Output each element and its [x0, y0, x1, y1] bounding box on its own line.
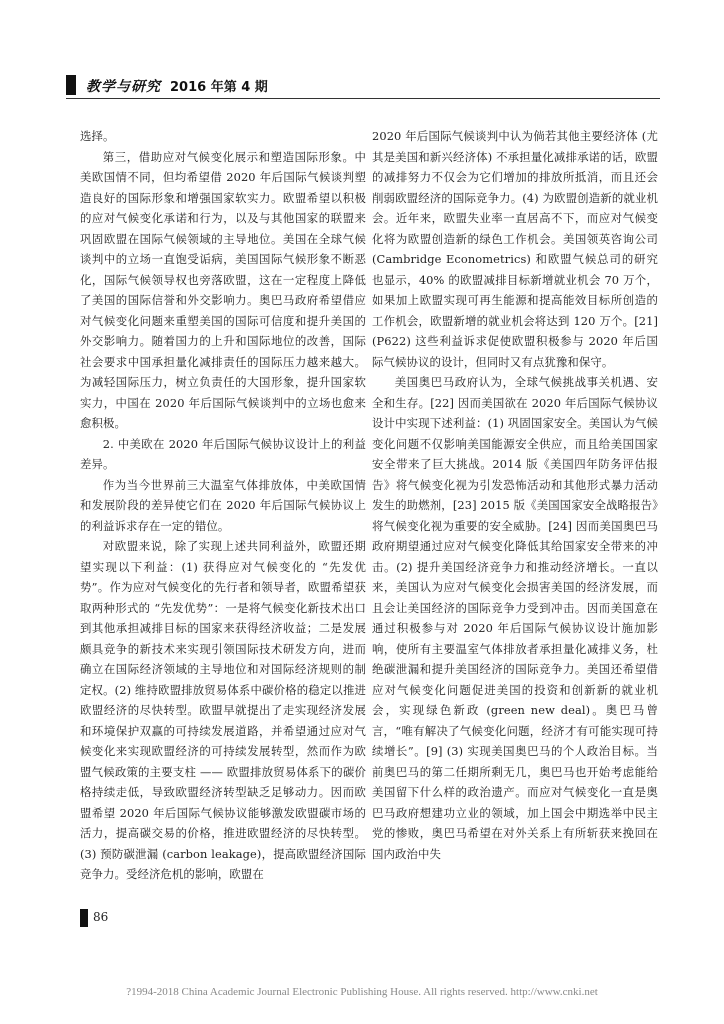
paragraph: 对欧盟来说，除了实现上述共同利益外，欧盟还期望实现以下利益：(1) 获得应对气候变化的 “先发优势”。作为应对气候变化的先行者和领导者，欧盟希望获取两种形式的 “先发优势”：一是将气候变化新技术出口到其他承担减排目标的国家来获得经济收益；二是发展颇具竞争的新技术来实现引领国际技术研发方向，进而确立在国际经济领域的主导地位和对国际经济规则的制定权。(2) 维持欧盟排放贸易体系中碳价格的稳定以推进欧盟经济的尽快转型。欧盟早就提出了走实现经济发展和环境保护双赢的可持续发展道路，并希望通过应对气候变化来实现欧盟经济的可持续发展转型，然而作为欧盟气候政策的主要支柱 —— 欧盟排放贸易体系下的碳价格持续走低，导致欧盟经济转型缺乏足够动力。因而欧盟希望 2020 年后国际气候协议能够激发欧盟碳市场的活力，提高碳交易的价格，推进欧盟经济的尽快转型。(3) 预防碳泄漏 (carbon leakage)，提高欧盟经济国际竞争力。受经济危机的影响，欧盟在: [80, 539, 366, 881]
copyright-line: ?1994-2018 China Academic Journal Electronic Publishing House. All rights reserved. http://www.cnki.net: [126, 986, 598, 998]
left-column: [80, 126, 366, 885]
page-number: 86: [93, 910, 109, 924]
header-marker-bar: [66, 75, 76, 95]
paragraph: 美国奥巴马政府认为，全球气候挑战事关机遇、安全和生存。[22] 因而美国欲在 2020 年后国际气候协议设计中实现下述利益：(1) 巩固国家安全。美国认为气候变化问题不仅影响美国能源安全供应，而且给美国国家安全带来了巨大挑战。2014 版《美国四年防务评估报告》将气候变化视为引发恐怖活动和其他形式暴力活动发生的助燃剂，[23] 2015 版《美国国家安全战略报告》将气候变化视为重要的安全威胁。[24] 因而美国奥巴马政府期望通过应对气候变化降低其给国家安全带来的冲击。(2) 提升美国经济竞争力和推动经济增长。一直以来，美国认为应对气候变化会损害美国的经济发展，而且会让美国经济的国际竞争力受到冲击。因而美国意在通过积极参与对 2020 年后国际气候协议设计施加影响，使所有主要温室气体排放者承担量化减排义务，杜绝碳泄漏和提升美国经济的国际竞争力。美国还希望借应对气候变化问题促进美国的投资和创新新的就业机会，实现绿色新政 (green new deal)。奥巴马曾言，“唯有解决了气候变化问题，经济才有可能实现可持续增长”。[9] (3) 实现美国奥巴马的个人政治目标。当前奥巴马的第二任期所剩无几，奥巴马也开始考虑能给美国留下什么样的政治遗产。而应对气候变化一直是奥巴马政府想建功立业的领域，加上国会中期选举中民主党的惨败，奥巴马希望在对外关系上有所斩获来挽回在国内政治中失: [372, 375, 658, 861]
right-column: [372, 126, 658, 864]
paragraph: 作为当今世界前三大温室气体排放体，中美欧国情和发展阶段的差异使它们在 2020 年后国际气候协议上的利益诉求存在一定的错位。: [80, 477, 366, 533]
footer-marker-bar: [80, 909, 88, 927]
issue-label: 2016 年第 4 期: [170, 80, 268, 95]
paragraph: 选择。: [80, 129, 115, 143]
running-header: [66, 72, 666, 98]
paragraph: 第三，借助应对气候变化展示和塑造国际形象。中美欧国情不同，但均希望借 2020 年后国际气候谈判塑造良好的国际形象和增强国家软实力。欧盟希望以积极的应对气候变化承诺和行为，以及与其他国家的联盟来巩固欧盟在国际气候领域的主导地位。美国在全球气候谈判中的立场一直饱受诟病，美国国际气候形象不断恶化，国际气候领导权也旁落欧盟，这在一定程度上降低了美国的国际信誉和外交影响力。奥巴马政府希望借应对气候变化问题来重塑美国的国际可信度和提升美国的外交影响力。随着国力的上升和国际地位的改善，国际社会要求中国承担量化减排责任的国际压力越来越大。为减轻国际压力，树立负责任的大国形象，提升国家软实力，中国在 2020 年后国际气候谈判中的立场也愈来愈积极。: [80, 149, 366, 430]
section-heading: 2. 中美欧在 2020 年后国际气候协议设计上的利益差异。: [80, 436, 366, 471]
header-rule: [66, 98, 660, 99]
journal-title: 教学与研究: [86, 79, 161, 95]
paragraph: 2020 年后国际气候谈判中认为倘若其他主要经济体 (尤其是美国和新兴经济体) 不承担量化减排承诺的话，欧盟的减排努力不仅会为它们增加的排放所抵消，而且还会削弱欧盟经济的国际竞争力。(4) 为欧盟创造新的就业机会。近年来，欧盟失业率一直居高不下，而应对气候变化将为欧盟创造新的绿色工作机会。美国领英咨询公司 (Cambridge Econometrics) 和欧盟气候总司的研究也显示，40% 的欧盟减排目标新增就业机会 70 万个，如果加上欧盟实现可再生能源和提高能效目标所创造的工作机会，欧盟新增的就业机会将达到 120 万个。[21](P622) 这些利益诉求促使欧盟积极参与 2020 年后国际气候协议的设计，但同时又有点犹豫和保守。: [372, 129, 658, 369]
